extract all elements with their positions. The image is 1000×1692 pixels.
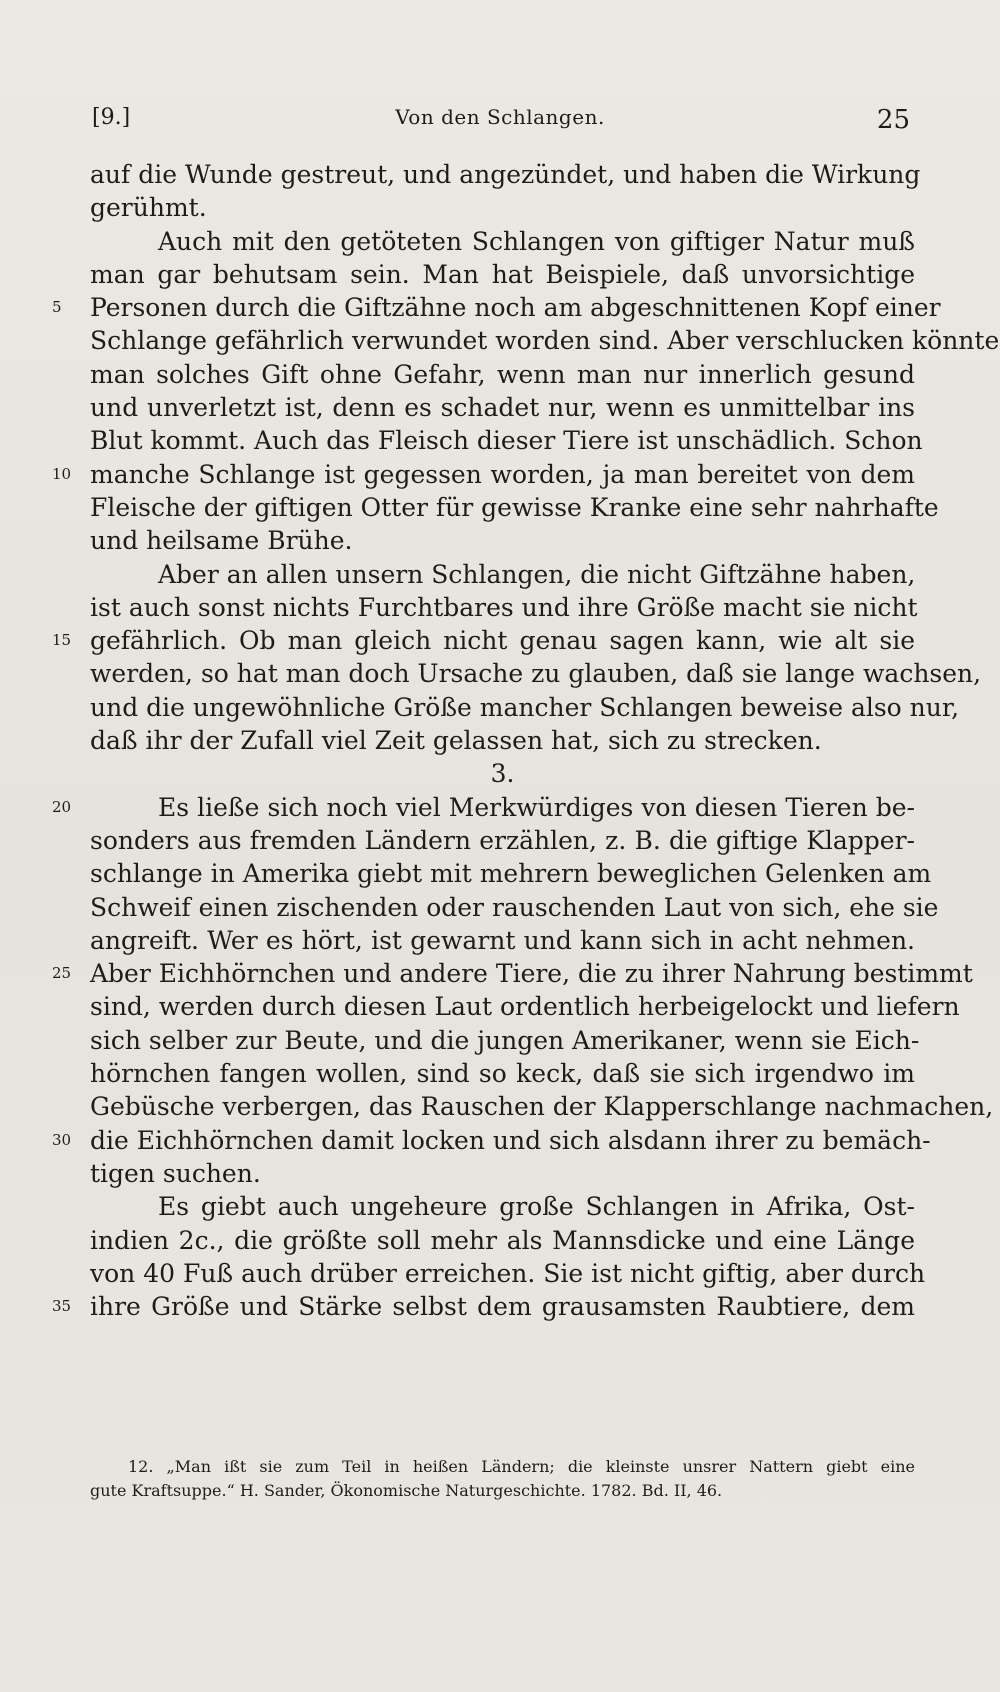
line-text: Fleische der giftigen Otter für gewisse Kranke eine sehr nahrhafte [90,492,939,522]
line-text: sonders aus fremden Ländern erzählen, z. B. die giftige Klapper- [90,825,915,855]
line-text: und heilsame Brühe. [90,526,353,556]
text-line [52,1290,915,1323]
text-line [90,158,921,191]
text-line [90,591,918,624]
text-line [90,558,915,591]
line-text: gerühmt. [90,193,207,223]
text-line [90,225,915,258]
text-line [90,1224,915,1257]
line-number: 30 [52,1130,72,1149]
text-line [90,191,915,224]
line-text: auf die Wunde gestreut, und angezündet, und haben die Wirkung [90,160,921,189]
line-text: man solches Gift ohne Gefahr, wenn man nur innerlich gesund [90,359,915,389]
line-text: Gebüsche verbergen, das Rauschen der Klapperschlange nachmachen, [90,1092,994,1122]
line-text: Auch mit den getöteten Schlangen von giftiger Natur muß [158,226,915,256]
footnote [90,1455,915,1503]
running-title: Von den Schlangen. [395,105,605,129]
text-line [52,791,915,824]
text-line [90,358,915,391]
footnote-line: 12. „Man ißt sie zum Teil in heißen Ländern; die kleinste unsrer Nattern giebt eine [128,1457,915,1476]
line-text: Personen durch die Giftzähne noch am abgeschnittenen Kopf einer [90,293,941,323]
line-number: 35 [52,1297,72,1316]
text-line [52,957,973,990]
text-line [90,1024,920,1057]
line-text: manche Schlange ist gegessen worden, ja man bereitet von dem [90,459,915,489]
line-number: 20 [52,797,72,816]
text-line [90,524,915,557]
line-text: werden, so hat man doch Ursache zu glauben, daß sie lange wachsen, [90,659,982,689]
text-line [90,857,932,890]
line-text: angreift. Wer es hört, ist gewarnt und kann sich in acht nehmen. [90,925,915,955]
text-line [52,624,915,657]
text-line [90,391,915,424]
line-text: Schlange gefährlich verwundet worden sind. Aber verschlucken könnte [90,326,1000,356]
body-text [52,158,1000,1323]
text-line [90,657,982,690]
text-line [90,324,1000,357]
line-number: 10 [52,464,72,483]
line-text: schlange in Amerika giebt mit mehrern beweglichen Gelenken am [90,859,932,889]
line-text: ihre Größe und Stärke selbst dem grausamsten Raubtiere, dem [90,1292,915,1322]
line-text: ist auch sonst nichts Furchtbares und ihre Größe macht sie nicht [90,592,918,622]
line-text: daß ihr der Zufall viel Zeit gelassen hat, sich zu strecken. [90,726,822,756]
line-text: sich selber zur Beute, und die jungen Amerikaner, wenn sie Eich- [90,1025,920,1055]
text-line [90,824,915,857]
line-text: Es ließe sich noch viel Merkwürdiges von diesen Tieren be- [158,792,915,822]
line-number: 5 [52,298,62,317]
line-text: und unverletzt ist, denn es schadet nur, wenn es unmittelbar ins [90,393,915,423]
text-line [90,424,923,457]
line-text: hörnchen fangen wollen, sind so keck, daß sie sich irgendwo im [90,1059,915,1089]
line-text: die Eichhörnchen damit locken und sich alsdann ihrer zu bemäch- [90,1125,931,1155]
line-number: 25 [52,964,72,983]
line-text: Aber an allen unsern Schlangen, die nicht Giftzähne haben, [158,559,916,589]
text-line [90,990,960,1023]
line-text: und die ungewöhnliche Größe mancher Schlangen beweise also nur, [90,692,960,722]
line-text: Es giebt auch ungeheure große Schlangen in Afrika, Ost- [158,1192,915,1222]
text-line [90,1190,915,1223]
text-line [90,1257,926,1290]
page-number: 25 [876,105,910,135]
text-line [90,891,939,924]
line-text: tigen suchen. [90,1158,261,1188]
text-line [52,1124,931,1157]
line-number: 15 [52,631,72,650]
section-heading [90,757,915,790]
line-text: Schweif einen zischenden oder rauschenden Laut von sich, ehe sie [90,892,939,922]
section-marker: [9.] [92,105,131,130]
text-line [90,1057,915,1090]
line-text: Aber Eichhörnchen und andere Tiere, die zu ihrer Nahrung bestimmt [90,959,973,989]
text-line [90,691,960,724]
text-line [90,1090,994,1123]
line-text: von 40 Fuß auch drüber erreichen. Sie ist nicht giftig, aber durch [90,1258,926,1288]
line-text: Blut kommt. Auch das Fleisch dieser Tiere ist unschädlich. Schon [90,426,923,456]
line-text: 3. [490,759,515,789]
text-line [90,1157,915,1190]
line-text: man gar behutsam sein. Man hat Beispiele, daß unvorsichtige [90,259,915,289]
text-line [52,458,915,491]
text-line [90,258,915,291]
text-line [90,924,915,957]
text-line [90,491,939,524]
text-line [52,291,941,324]
text-line [90,724,915,757]
line-text: sind, werden durch diesen Laut ordentlich herbeigelockt und liefern [90,992,960,1022]
line-text: gefährlich. Ob man gleich nicht genau sagen kann, wie alt sie [90,626,915,656]
line-text: indien 2c., die größte soll mehr als Mannsdicke und eine Länge [90,1225,915,1255]
footnote-line: gute Kraftsuppe.“ H. Sander, Ökonomische Naturgeschichte. 1782. Bd. II, 46. [90,1481,723,1500]
